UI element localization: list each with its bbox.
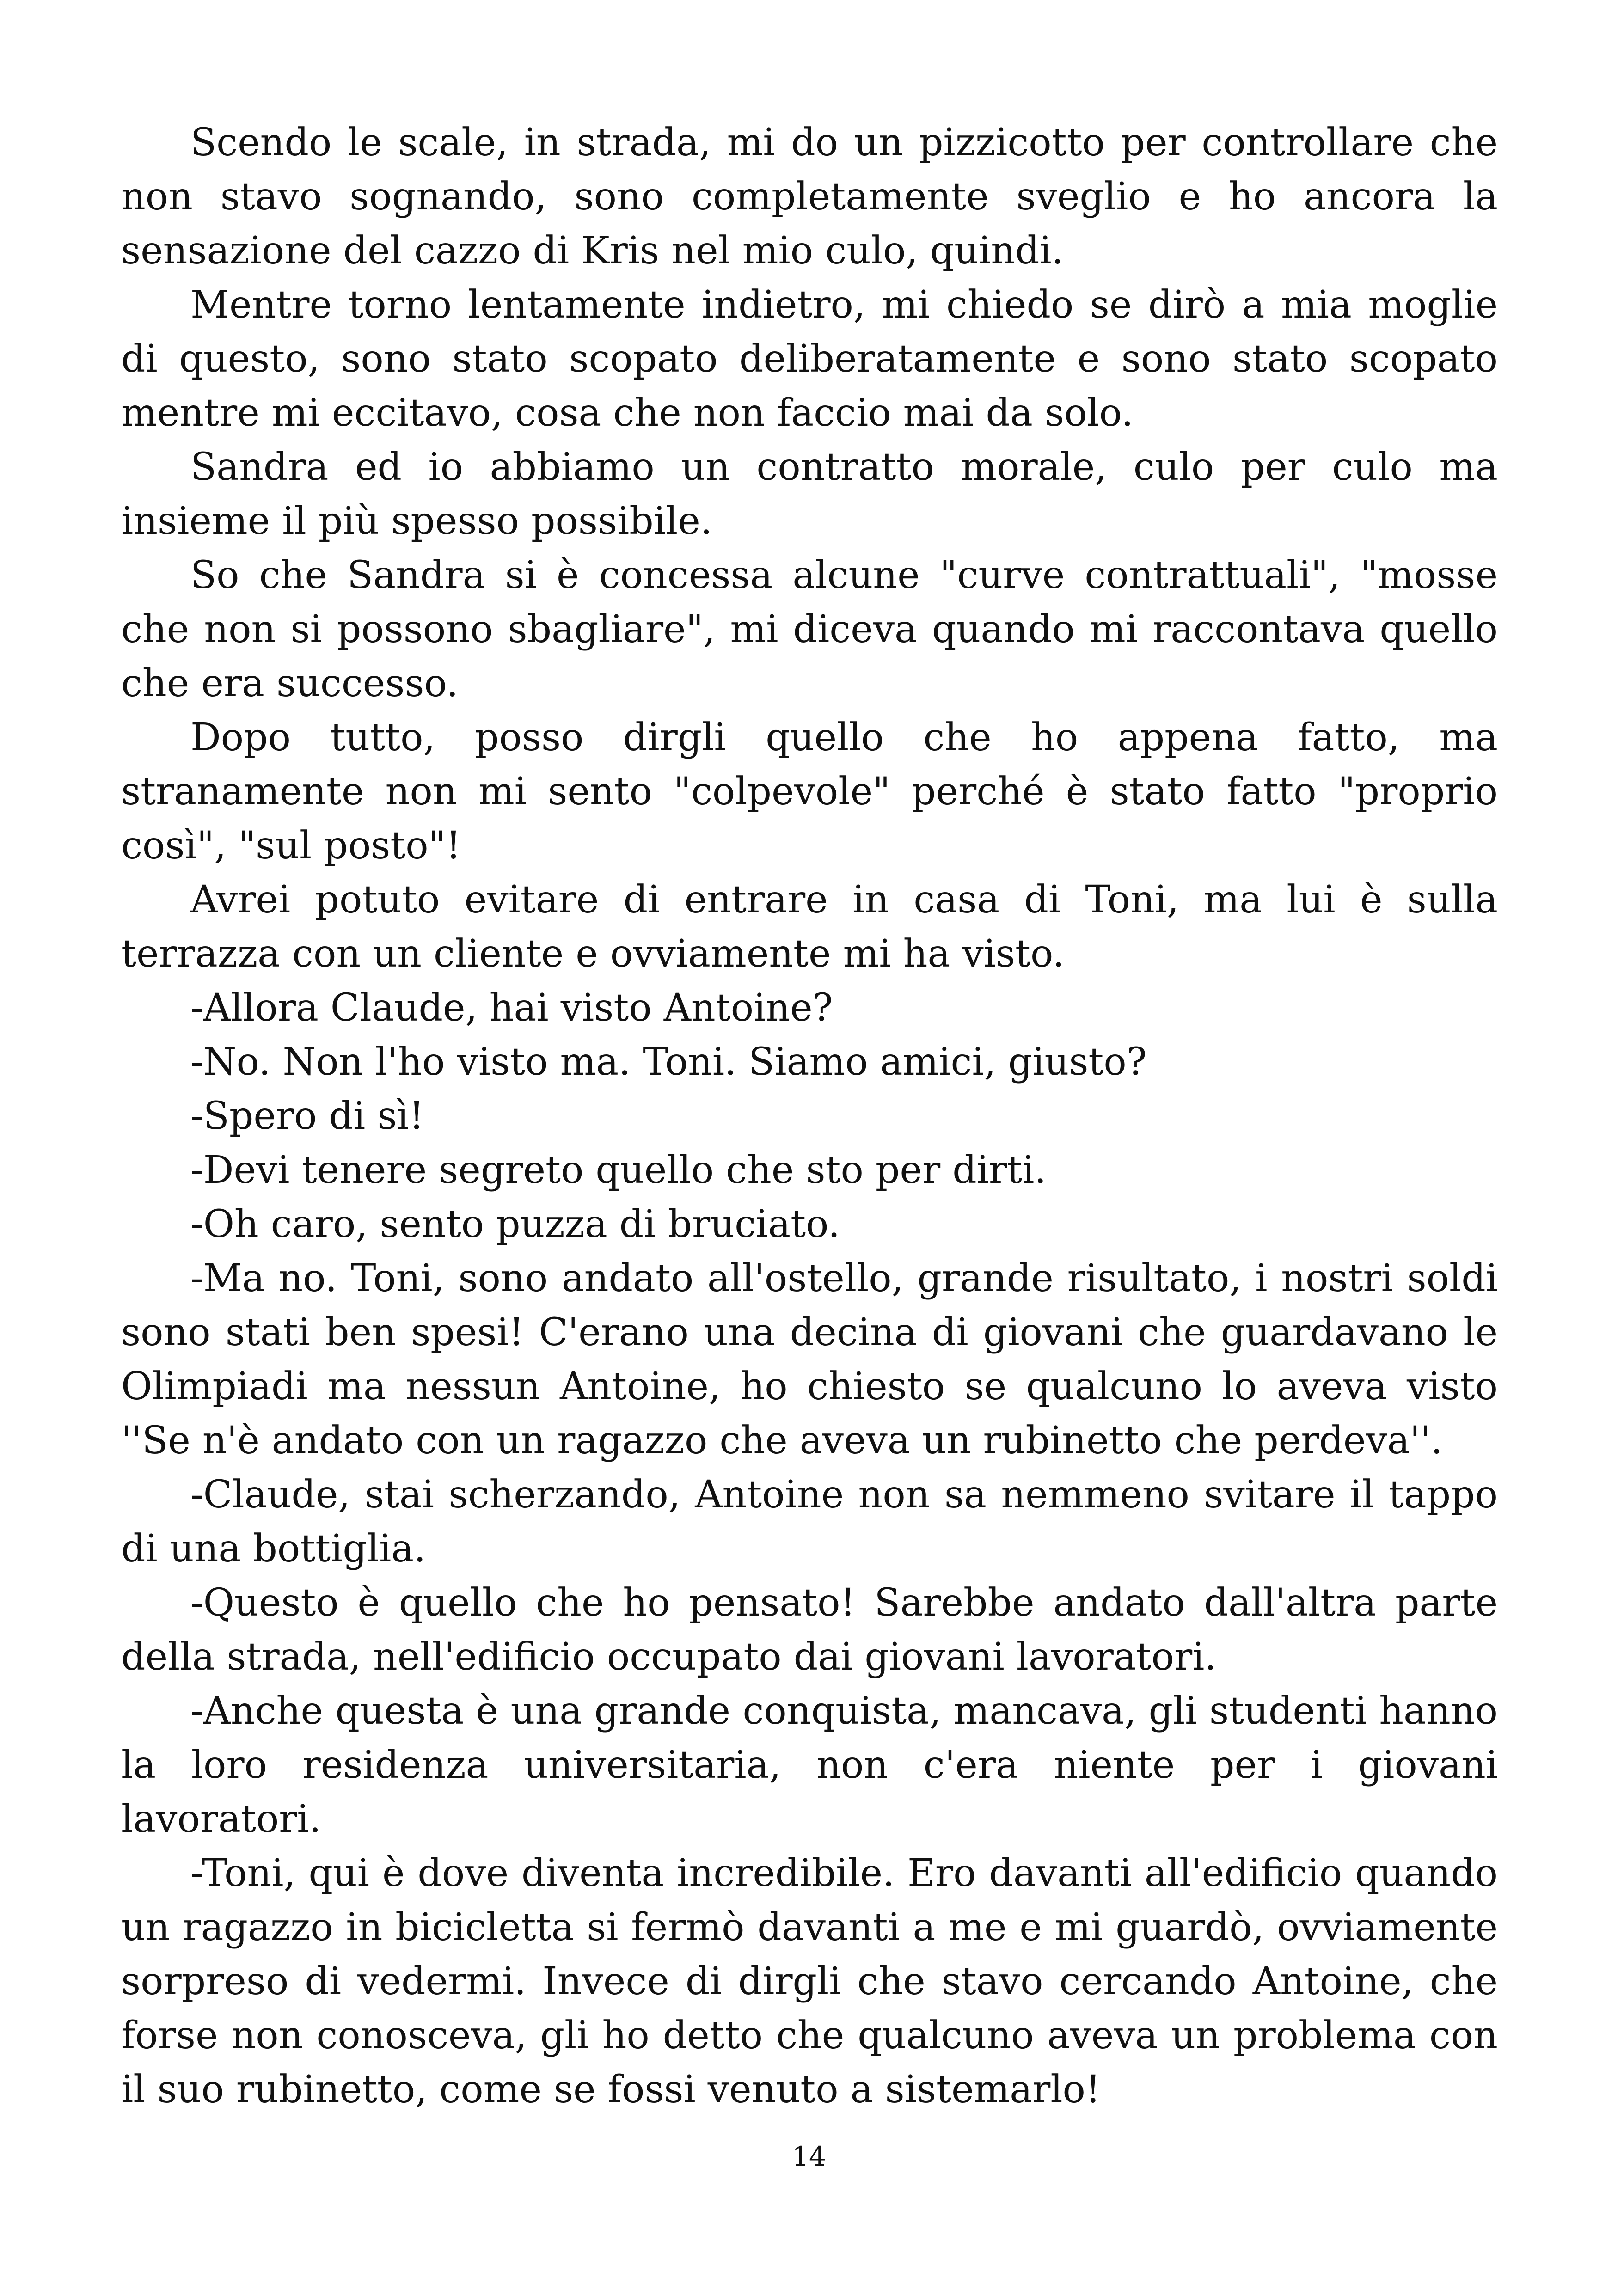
paragraph: So che Sandra si è concessa alcune "curve contrattuali", "mosse che non si possono sbagliare", mi diceva quando mi raccontava quello che era successo. [121, 553, 1498, 705]
dialogue-line: -No. Non l'ho visto ma. Toni. Siamo amici, giusto? [190, 1040, 1147, 1084]
dialogue-line: -Spero di sì! [190, 1094, 424, 1138]
dialogue-line: -Anche questa è una grande conquista, mancava, gli studenti hanno la loro residenza universitaria, non c'era niente per i giovani lavoratori. [121, 1689, 1498, 1841]
dialogue-line: -Toni, qui è dove diventa incredibile. Ero davanti all'edificio quando un ragazzo in bicicletta si fermò davanti a me e mi guardò, ovviamente sorpreso di vedermi. Invece di dirgli che stavo cercando Antoine, che forse non conosceva, gli ho detto che qualcuno aveva un problema con il suo rubinetto, come se fossi venuto a sistemarlo! [121, 1851, 1498, 2112]
dialogue-line: -Oh caro, sento puzza di bruciato. [190, 1202, 840, 1246]
dialogue-line: -Ma no. Toni, sono andato all'ostello, grande risultato, i nostri soldi sono stati ben spesi! C'erano una decina di giovani che guardavano le Olimpiadi ma nessun Antoine, ho chiesto se qualcuno lo aveva visto ''Se n'è andato con un ragazzo che aveva un rubinetto che perdeva''. [121, 1256, 1498, 1463]
body-text [121, 116, 1498, 2117]
paragraph: Mentre torno lentamente indietro, mi chiedo se dirò a mia moglie di questo, sono stato scopato deliberatamente e sono stato scopato mentre mi eccitavo, cosa che non faccio mai da solo. [121, 283, 1498, 435]
dialogue-line: -Claude, stai scherzando, Antoine non sa nemmeno svitare il tappo di una bottiglia. [121, 1473, 1498, 1571]
paragraph: Scendo le scale, in strada, mi do un pizzicotto per controllare che non stavo sognando, sono completamente sveglio e ho ancora la sensazione del cazzo di Kris nel mio culo, quindi. [121, 121, 1498, 273]
paragraph: Dopo tutto, posso dirgli quello che ho appena fatto, ma stranamente non mi sento "colpevole" perché è stato fatto "proprio così", "sul posto"! [121, 716, 1498, 868]
dialogue-line: -Questo è quello che ho pensato! Sarebbe andato dall'altra parte della strada, nell'edificio occupato dai giovani lavoratori. [121, 1581, 1498, 1679]
dialogue-line: -Allora Claude, hai visto Antoine? [190, 986, 833, 1030]
dialogue-line: -Devi tenere segreto quello che sto per dirti. [190, 1148, 1047, 1192]
page-number: 14 [792, 2141, 826, 2172]
paragraph: Avrei potuto evitare di entrare in casa di Toni, ma lui è sulla terrazza con un cliente e ovviamente mi ha visto. [121, 878, 1498, 976]
paragraph: Sandra ed io abbiamo un contratto morale, culo per culo ma insieme il più spesso possibile. [121, 445, 1498, 543]
